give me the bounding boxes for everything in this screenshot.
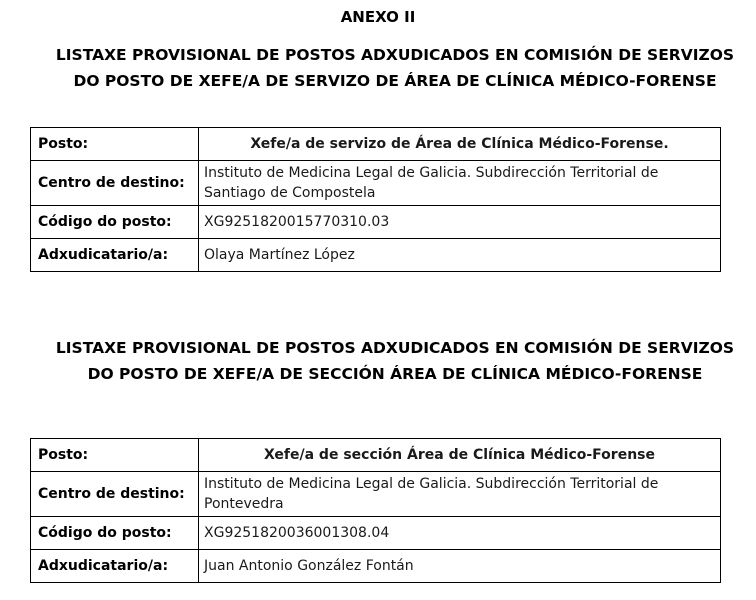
centro-label: Centro de destino: xyxy=(31,472,199,517)
section-heading-line-1: LISTAXE PROVISIONAL DE POSTOS ADXUDICADOS EN COMISIÓN DE SERVIZOS xyxy=(55,46,735,64)
table-row-centro xyxy=(31,161,721,206)
adxudicatario-value: Juan Antonio González Fontán xyxy=(199,550,721,583)
section-heading-seccion xyxy=(0,335,756,387)
table-row-codigo xyxy=(31,206,721,239)
codigo-label: Código do posto: xyxy=(31,206,199,239)
table-row-posto xyxy=(31,439,721,472)
adxudicatario-label: Adxudicatario/a: xyxy=(31,550,199,583)
table-row-centro xyxy=(31,472,721,517)
posto-value: Xefe/a de servizo de Área de Clínica Médico-Forense. xyxy=(199,128,721,161)
codigo-label: Código do posto: xyxy=(31,517,199,550)
posto-label: Posto: xyxy=(31,439,199,472)
centro-label: Centro de destino: xyxy=(31,161,199,206)
section-heading-line-2: DO POSTO DE XEFE/A DE SECCIÓN ÁREA DE CLÍNICA MÉDICO-FORENSE xyxy=(87,365,703,383)
table-row-adxudicatario xyxy=(31,239,721,272)
post-table-servizo xyxy=(30,127,721,272)
adxudicatario-value: Olaya Martínez López xyxy=(199,239,721,272)
codigo-value: XG9251820015770310.03 xyxy=(199,206,721,239)
codigo-value: XG9251820036001308.04 xyxy=(199,517,721,550)
table-row-posto xyxy=(31,128,721,161)
annex-title: ANEXO II xyxy=(340,8,416,26)
section-heading-servizo xyxy=(0,42,756,94)
section-heading-line-1: LISTAXE PROVISIONAL DE POSTOS ADXUDICADOS EN COMISIÓN DE SERVIZOS xyxy=(55,339,735,357)
posto-label: Posto: xyxy=(31,128,199,161)
adxudicatario-label: Adxudicatario/a: xyxy=(31,239,199,272)
table-row-codigo xyxy=(31,517,721,550)
centro-value: Instituto de Medicina Legal de Galicia. Subdirección Territorial de Santiago de Compostela xyxy=(199,161,721,206)
posto-value: Xefe/a de sección Área de Clínica Médico-Forense xyxy=(199,439,721,472)
post-table-seccion xyxy=(30,438,721,583)
section-heading-line-2: DO POSTO DE XEFE/A DE SERVIZO DE ÁREA DE CLÍNICA MÉDICO-FORENSE xyxy=(73,72,717,90)
centro-value: Instituto de Medicina Legal de Galicia. Subdirección Territorial de Pontevedra xyxy=(199,472,721,517)
table-row-adxudicatario xyxy=(31,550,721,583)
